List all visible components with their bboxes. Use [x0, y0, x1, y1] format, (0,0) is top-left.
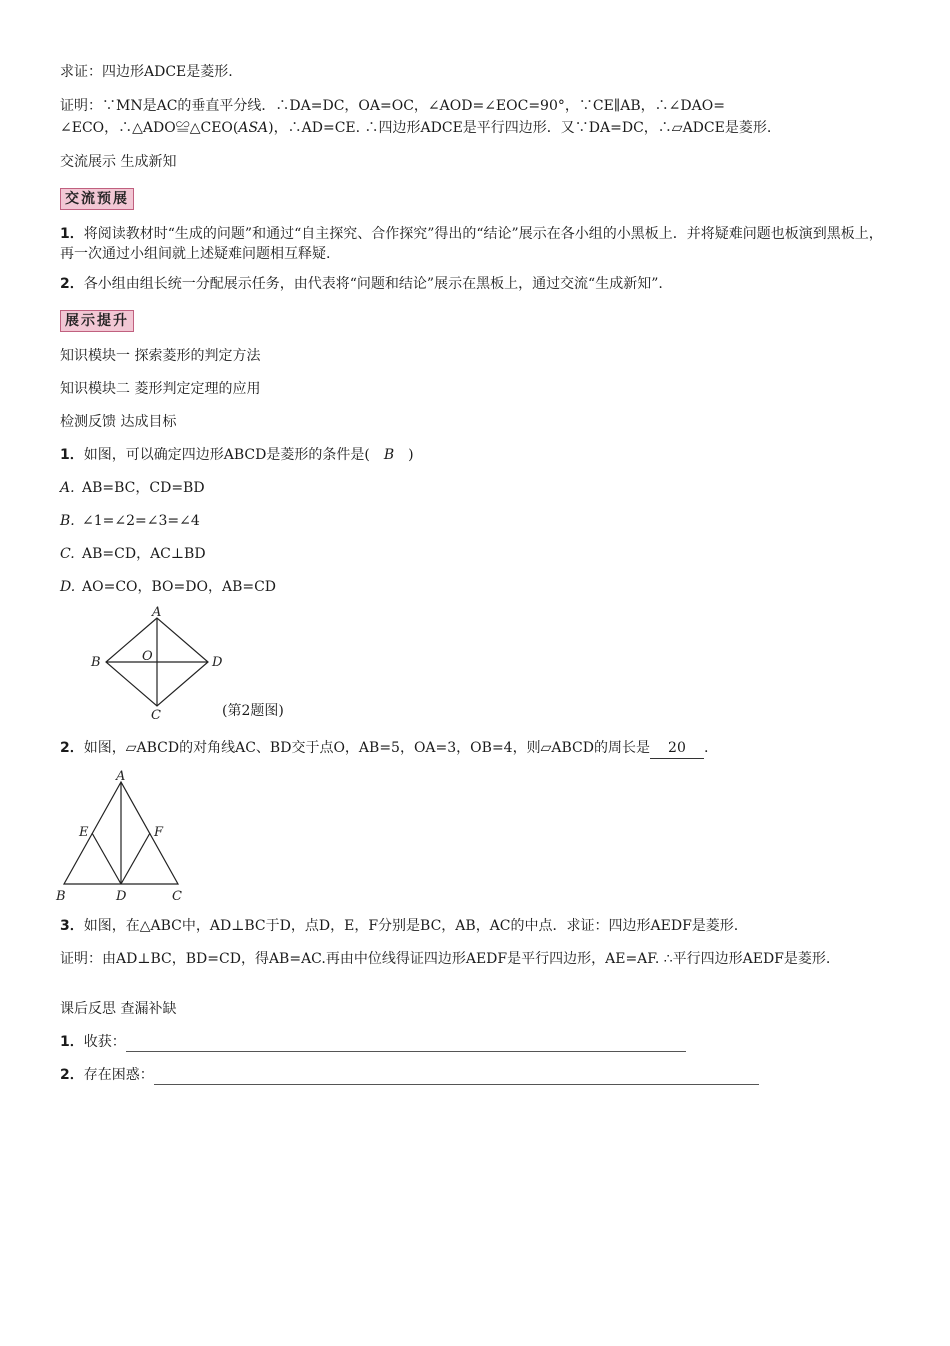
question-3-stem: 3．如图，在△ABC中，AD⊥BC于D，点D，E，F分别是BC，AB，AC的中点．求证：四边形AEDF是菱形. — [60, 918, 739, 934]
question-1-option-a: A. AB=BC，CD=BD — [60, 480, 205, 496]
question-3-proof: 证明：由AD⊥BC，BD=CD，得AB=AC.再由中位线得证四边形AEDF是平行四边形，AE=AF. ∴平行四边形AEDF是菱形. — [60, 951, 831, 967]
rhombus-figure — [86, 606, 236, 720]
question-1-answer: B — [383, 447, 395, 463]
figure-2-caption: (第2题图) — [222, 703, 284, 719]
question-1-option-b: B. ∠1=∠2=∠3=∠4 — [60, 513, 200, 529]
question-1-option-c: C. AB=CD，AC⊥BD — [60, 546, 206, 562]
banner-show-improve: 展示提升 — [60, 310, 134, 332]
label-c: C — [172, 889, 182, 904]
proof-line-2: ∠ECO，∴△ADO≌△CEO(ASA)，∴AD=CE. ∴四边形ADCE是平行四边形．又∵DA=DC，∴▱ADCE是菱形. — [60, 120, 772, 136]
segment-ed — [92, 833, 121, 884]
label-b: B — [91, 655, 101, 670]
gains-blank-line[interactable] — [126, 1037, 686, 1052]
feedback-title: 检测反馈 达成目标 — [60, 414, 177, 430]
triangle-figure — [54, 768, 194, 908]
label-d: D — [116, 889, 127, 904]
label-e: E — [79, 825, 89, 840]
confusion-blank-line[interactable] — [154, 1070, 759, 1085]
segment-fd — [121, 833, 150, 884]
prove-statement: 求证：四边形ADCE是菱形. — [60, 64, 233, 80]
label-b: B — [56, 889, 66, 904]
question-1-option-d: D. AO=CO，BO=DO，AB=CD — [60, 579, 277, 595]
question-2-answer: 20 — [650, 738, 704, 759]
question-1-stem: 1．如图，可以确定四边形ABCD是菱形的条件是( B ) — [60, 447, 414, 463]
label-d: D — [212, 655, 223, 670]
label-o: O — [142, 649, 153, 664]
question-2-stem: 2．如图，▱ABCD的对角线AC、BD交于点O，AB=5，OA=3，OB=4，则▱ABCD的周长是 20 . — [60, 738, 708, 759]
reflection-gains: 1．收获： — [60, 1032, 686, 1052]
banner-exchange-preview: 交流预展 — [60, 188, 134, 210]
knowledge-module-1: 知识模块一 探索菱形的判定方法 — [60, 348, 261, 364]
knowledge-module-2: 知识模块二 菱形判定定理的应用 — [60, 381, 261, 397]
exchange-item-1: 1．将阅读教材时“生成的问题”和通过“自主探究、合作探究”得出的“结论”展示在各小组的小黑板上．并将疑难问题也板演到黑板上，再一次通过小组间就上述疑难问题相互释疑. — [60, 226, 883, 262]
proof-line-1: 证明：∵MN是AC的垂直平分线．∴DA=DC，OA=OC，∠AOD=∠EOC=90°，∵CE∥AB，∴∠DAO= — [60, 98, 725, 114]
exchange-item-2: 2．各小组由组长统一分配展示任务，由代表将“问题和结论”展示在黑板上，通过交流“生成新知”. — [60, 276, 663, 292]
label-a: A — [152, 606, 162, 620]
section-exchange-title: 交流展示 生成新知 — [60, 154, 177, 170]
label-a: A — [116, 769, 126, 784]
reflection-confusion: 2．存在困惑： — [60, 1065, 759, 1085]
label-c: C — [151, 708, 161, 720]
label-f: F — [154, 825, 164, 840]
reflection-title: 课后反思 查漏补缺 — [60, 1001, 177, 1017]
